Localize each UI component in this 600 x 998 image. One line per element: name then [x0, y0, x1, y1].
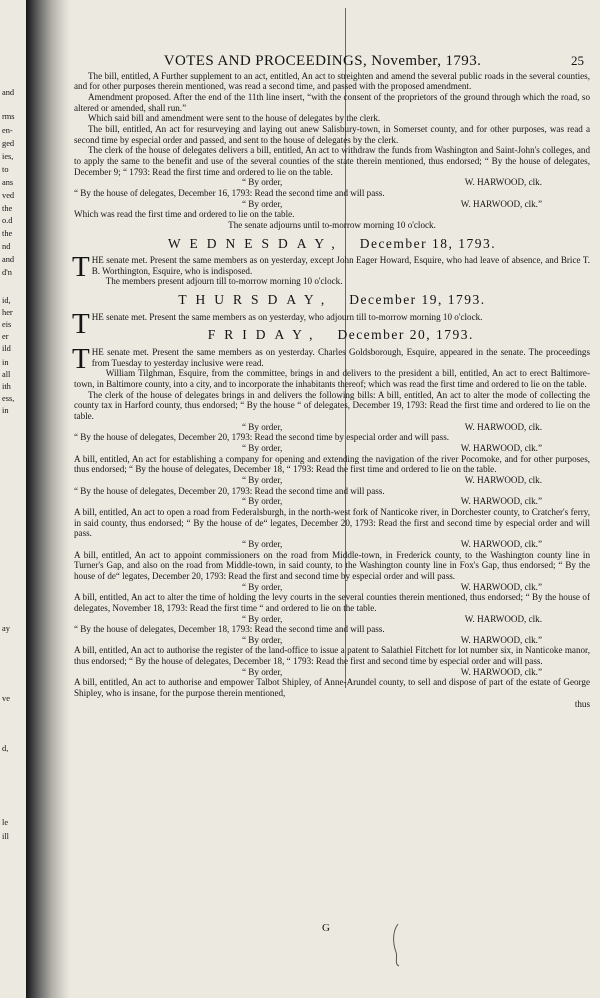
signature-line — [74, 199, 590, 210]
margin-fragment: her — [2, 308, 13, 317]
by-order: “ By order, — [242, 613, 283, 624]
signature-line — [74, 177, 590, 188]
margin-fragment: and — [2, 255, 15, 264]
clerk-name: W. HARWOOD, clk.” — [460, 538, 542, 549]
margin-fragment: and — [2, 88, 15, 97]
clerk-name: W. HARWOOD, clk. — [464, 474, 542, 485]
paragraph: The clerk of the house of delegates delivers a bill, entitled, An act to withdraw the funds from Washington and Saint-John's colleges, and to apply the same to the benefit and use of the several counties of the state therein mentioned, thus endorsed; “ By the house of delegates, December 9; “ 1793: Read the first time and ordered to lie on the table. — [74, 145, 590, 177]
margin-fragment: nd — [2, 242, 11, 251]
margin-fragment: ill — [2, 832, 9, 841]
paragraph: William Tilghman, Esquire, from the committee, brings in and delivers to the president a bill, entitled, An act to erect Baltimore-town, in Baltimore county, into a city, and to incorporate the inhabitants thereof; which was read the first time and ordered to lie on the table. — [74, 368, 590, 390]
day-heading — [74, 235, 590, 251]
day-name: THURSDAY, — [178, 292, 334, 308]
paragraph: A bill, entitled, An act to authorise the register of the land-office to issue a patent to Salathiel Fitchett for lot number six, in Nanticoke manor, thus endorsed; “ By the house of delegates, December 18, “ 1793: Read the first and second time by especial order and will pass. — [74, 645, 590, 667]
drop-cap: T — [72, 307, 90, 340]
by-order: “ By order, — [242, 666, 283, 677]
margin-fragment: o.d — [2, 216, 13, 225]
day-name: WEDNESDAY, — [167, 235, 344, 251]
paragraph: Which was read the first time and ordered to lie on the table. — [74, 209, 295, 220]
paragraph: The clerk of the house of delegates brings in and delivers the following bills: A bill, entitled, An act to alter the mode of collecting the county tax in Harford county, thus endorsed; “ By the house “ of delegates, December 19, 1793: Read the first time and ordered to lie on the table. — [74, 389, 590, 422]
day-date: December 18, 1793. — [359, 235, 497, 251]
paragraph: “ By the house of delegates, December 18, 1793: Read the second time and will pass. — [74, 624, 385, 635]
by-order: “ By order, — [242, 421, 283, 432]
drop-cap: T — [72, 343, 90, 376]
day-name: FRIDAY, — [207, 327, 322, 343]
clerk-name: W. HARWOOD, clk.” — [460, 634, 542, 645]
margin-fragment: er — [2, 332, 9, 341]
margin-fragment: ay — [2, 624, 10, 633]
clerk-name: W. HARWOOD, clk. — [464, 421, 542, 432]
by-order: “ By order, — [242, 538, 283, 549]
paragraph: THE senate met. Present the same members as on yesterday, who adjourn till to-morrow morning 10 o'clock. — [72, 307, 483, 340]
paragraph: A bill, entitled, An act for establishing a company for opening and extending the navigation of the river Pocomoke, and for other purposes, thus endorsed; “ By the house of delegates, December 18, “ 1793: Read the first time and ordered to lie on the table. — [74, 453, 590, 475]
clerk-name: W. HARWOOD, clk.” — [460, 496, 542, 507]
by-order: “ By order, — [242, 581, 283, 592]
signature-line — [74, 496, 590, 507]
margin-fragment: ies, — [2, 152, 14, 161]
signature-line — [74, 539, 590, 550]
catchword-line — [74, 699, 590, 710]
by-order: “ By order, — [242, 496, 283, 507]
margin-fragment: id, — [2, 296, 11, 305]
signature-line — [74, 635, 590, 646]
paragraph: A bill, entitled, An act to alter the time of holding the levy courts in the several counties therein mentioned, thus endorsed; “ By the house of delegates, November 18, 1793: Read the first time “ and ordered to lie on the table. — [74, 592, 590, 613]
signature-line — [74, 614, 590, 625]
paragraph: Which said bill and amendment were sent to the house of delegates by the clerk. — [88, 113, 381, 124]
signature-line — [74, 582, 590, 593]
margin-fragment: ve — [2, 694, 10, 703]
clerk-name: W. HARWOOD, clk.” — [460, 198, 542, 209]
day-heading — [74, 292, 590, 308]
adjournment: The senate adjourns until to-morrow morning 10 o'clock. — [228, 219, 436, 230]
signature-line — [74, 475, 590, 486]
signature-line — [74, 443, 590, 454]
by-order: “ By order, — [242, 634, 283, 645]
paragraph: The bill, entitled, A Further supplement to an act, entitled, An act to streighten and amend the several public roads in the several counties, and for other purposes therein mentioned, was read a second time, and passed with the proposed amendment. — [74, 70, 590, 92]
margin-fragment: in — [2, 358, 9, 367]
paragraph: The bill, entitled, An act for resurveying and laying out anew Salisbury-town, in Somerset county, and for other purposes, was read a second time by especial order and passed, and sent to the house of delegates by the clerk. — [74, 123, 590, 145]
margin-fragment: ged — [2, 139, 15, 148]
clerk-name: W. HARWOOD, clk. — [464, 613, 542, 624]
paragraph: THE senate met. Present the same members as on yesterday, except John Eager Howard, Esquire, who had leave of absence, and Brice T. B. Worthington, Esquire, who is indisposed. — [72, 251, 590, 284]
paragraph: A bill, entitled, An act to authorise and empower Talbot Shipley, of Anne-Arundel county, to sell and dispose of part of the estate of George Shipley, who is insane, for the purpose therein mentioned, — [74, 677, 590, 699]
paragraph: A bill, entitled, An act to open a road from Federalsburgh, in the north-west fork of Nanticoke river, in Dorchester county, to Cratcher's ferry, in said county, thus endorsed; “ By the house of de“ legates, December 20, 1793: Read the first and second time by especial order and will pass. — [74, 506, 590, 539]
clerk-name: W. HARWOOD, clk.” — [460, 443, 542, 453]
clerk-name: W. HARWOOD, clk. — [464, 177, 542, 188]
margin-fragment: in — [2, 406, 9, 415]
margin-fragment: ved — [2, 191, 15, 200]
day-date: December 19, 1793. — [349, 292, 486, 308]
paragraph: THE senate met. Present the same members as on yesterday. Charles Goldsborough, Esquire, appeared in the senate. The proceedings from Tuesday to yesterday inclusive were read. — [72, 343, 590, 376]
running-header — [74, 53, 590, 69]
margin-fragment: d'n — [2, 268, 12, 277]
margin-fragment: to — [2, 165, 9, 174]
day-date: December 20, 1793. — [337, 327, 474, 343]
signature-mark: G — [322, 922, 330, 934]
clerk-name: W. HARWOOD, clk.” — [460, 581, 542, 592]
margin-fragment: the — [2, 229, 13, 238]
paragraph: The members present adjourn till to-morrow morning 10 o'clock. — [105, 276, 343, 287]
signature-line — [74, 667, 590, 678]
drop-cap: T — [72, 251, 90, 284]
margin-fragment: the — [2, 204, 13, 213]
paragraph: “ By the house of delegates, December 16, 1793: Read the second time and will pass. — [74, 187, 385, 198]
by-order: “ By order, — [242, 474, 283, 485]
by-order: “ By order, — [242, 177, 283, 188]
margin-fragment: le — [2, 818, 9, 827]
margin-fragment: ess, — [2, 394, 15, 403]
signature-line — [74, 422, 590, 433]
margin-fragment: all — [2, 370, 11, 379]
margin-fragment: d, — [2, 744, 9, 753]
paragraph: Amendment proposed. After the end of the 11th line insert, “with the consent of the proprietors of the ground through which the road, so altered or amended, shall run.” — [74, 91, 590, 113]
margin-fragment: ild — [2, 344, 11, 353]
book-gutter-shadow — [26, 0, 70, 998]
margin-fragment: rms — [2, 112, 15, 121]
clerk-name: W. HARWOOD, clk.” — [460, 666, 542, 677]
paragraph: A bill, entitled, An act to appoint commissioners on the road from Middle-town, in Frederick county, to the Washington county line in Turner's Gap, and also on the road from Middle-town, in said county, to the Washington county line in Fox's Gap, thus endorsed; “ By the house of de“ legates, December 20, 1793: Read the first and second time by especial order and will pass. — [74, 549, 590, 581]
by-order: “ By order, — [242, 198, 283, 209]
pencil-scrawl-mark — [390, 922, 404, 968]
margin-fragment: ith — [2, 382, 11, 391]
margin-fragment: en- — [2, 126, 13, 135]
paragraph: “ By the house of delegates, December 20, 1793: Read the second time by especial order and will pass. — [74, 432, 450, 443]
document-page — [72, 53, 590, 709]
paragraph: “ By the house of delegates, December 20, 1793: Read the second time and will pass. — [74, 485, 385, 496]
page-number: 25 — [571, 53, 584, 68]
day-heading — [74, 327, 590, 343]
margin-fragment: ans — [2, 178, 14, 187]
left-margin-fragments — [0, 0, 26, 998]
margin-fragment: eis — [2, 320, 12, 329]
catchword: thus — [574, 698, 590, 709]
by-order: “ By order, — [242, 443, 283, 453]
running-title: VOTES AND PROCEEDINGS, November, 1793. — [163, 53, 482, 69]
